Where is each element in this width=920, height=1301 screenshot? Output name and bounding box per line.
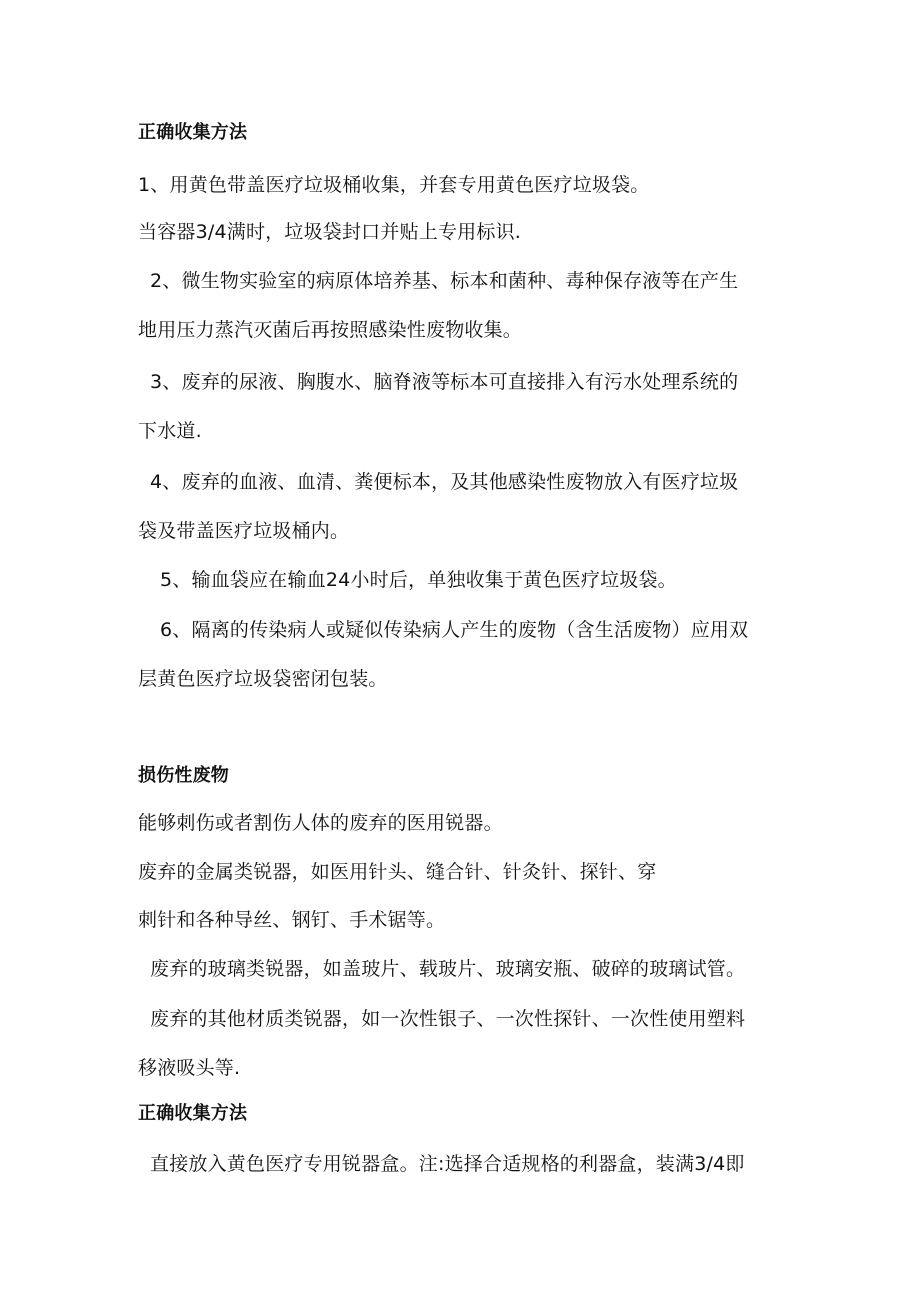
paragraph-line: 3、废弃的尿液、胸腹水、脑脊液等标本可直接排入有污水处理系统的 [150, 371, 739, 393]
paragraph-line: 废弃的其他材质类锐器，如一次性银子、一次性探针、一次性使用塑料 [150, 1008, 746, 1030]
paragraph-line: 2、微生物实验室的病原体培养基、标本和菌种、毒种保存液等在产生 [150, 270, 739, 292]
paragraph-line: 袋及带盖医疗垃圾桶内。 [138, 520, 350, 542]
section-heading: 正确收集方法 [138, 122, 248, 143]
paragraph-line: 废弃的玻璃类锐器，如盖玻片、载玻片、玻璃安瓶、破碎的玻璃试管。 [150, 958, 746, 980]
paragraph-line: 当容器3/4满时，垃圾袋封口并贴上专用标识. [138, 221, 522, 243]
paragraph-line: 能够刺伤或者割伤人体的废弃的医用锐器。 [138, 812, 503, 834]
paragraph-line: 废弃的金属类锐器，如医用针头、缝合针、针灸针、探针、穿 [138, 861, 657, 883]
paragraph-line: 地用压力蒸汽灭菌后再按照感染性废物收集。 [138, 319, 523, 341]
paragraph-line: 1、用黄色带盖医疗垃圾桶收集，并套专用黄色医疗垃圾袋。 [138, 174, 650, 196]
paragraph-line: 4、废弃的血液、血清、粪便标本，及其他感染性废物放入有医疗垃圾 [150, 471, 739, 493]
paragraph-line: 移液吸头等. [138, 1057, 241, 1079]
paragraph-line: 下水道. [138, 420, 202, 442]
paragraph-line: 层黄色医疗垃圾袋密闭包装。 [138, 668, 388, 690]
paragraph-line: 直接放入黄色医疗专用锐器盒。注:选择合适规格的利器盒，装满3/4即 [150, 1153, 745, 1175]
paragraph-line: 6、隔离的传染病人或疑似传染病人产生的废物（含生活废物）应用双 [160, 619, 749, 641]
section-heading: 正确收集方法 [138, 1103, 248, 1124]
paragraph-line: 5、输血袋应在输血24小时后，单独收集于黄色医疗垃圾袋。 [160, 569, 677, 591]
paragraph-line: 刺针和各种导丝、钢钉、手术锯等。 [138, 909, 446, 931]
section-heading: 损伤性废物 [138, 765, 229, 786]
